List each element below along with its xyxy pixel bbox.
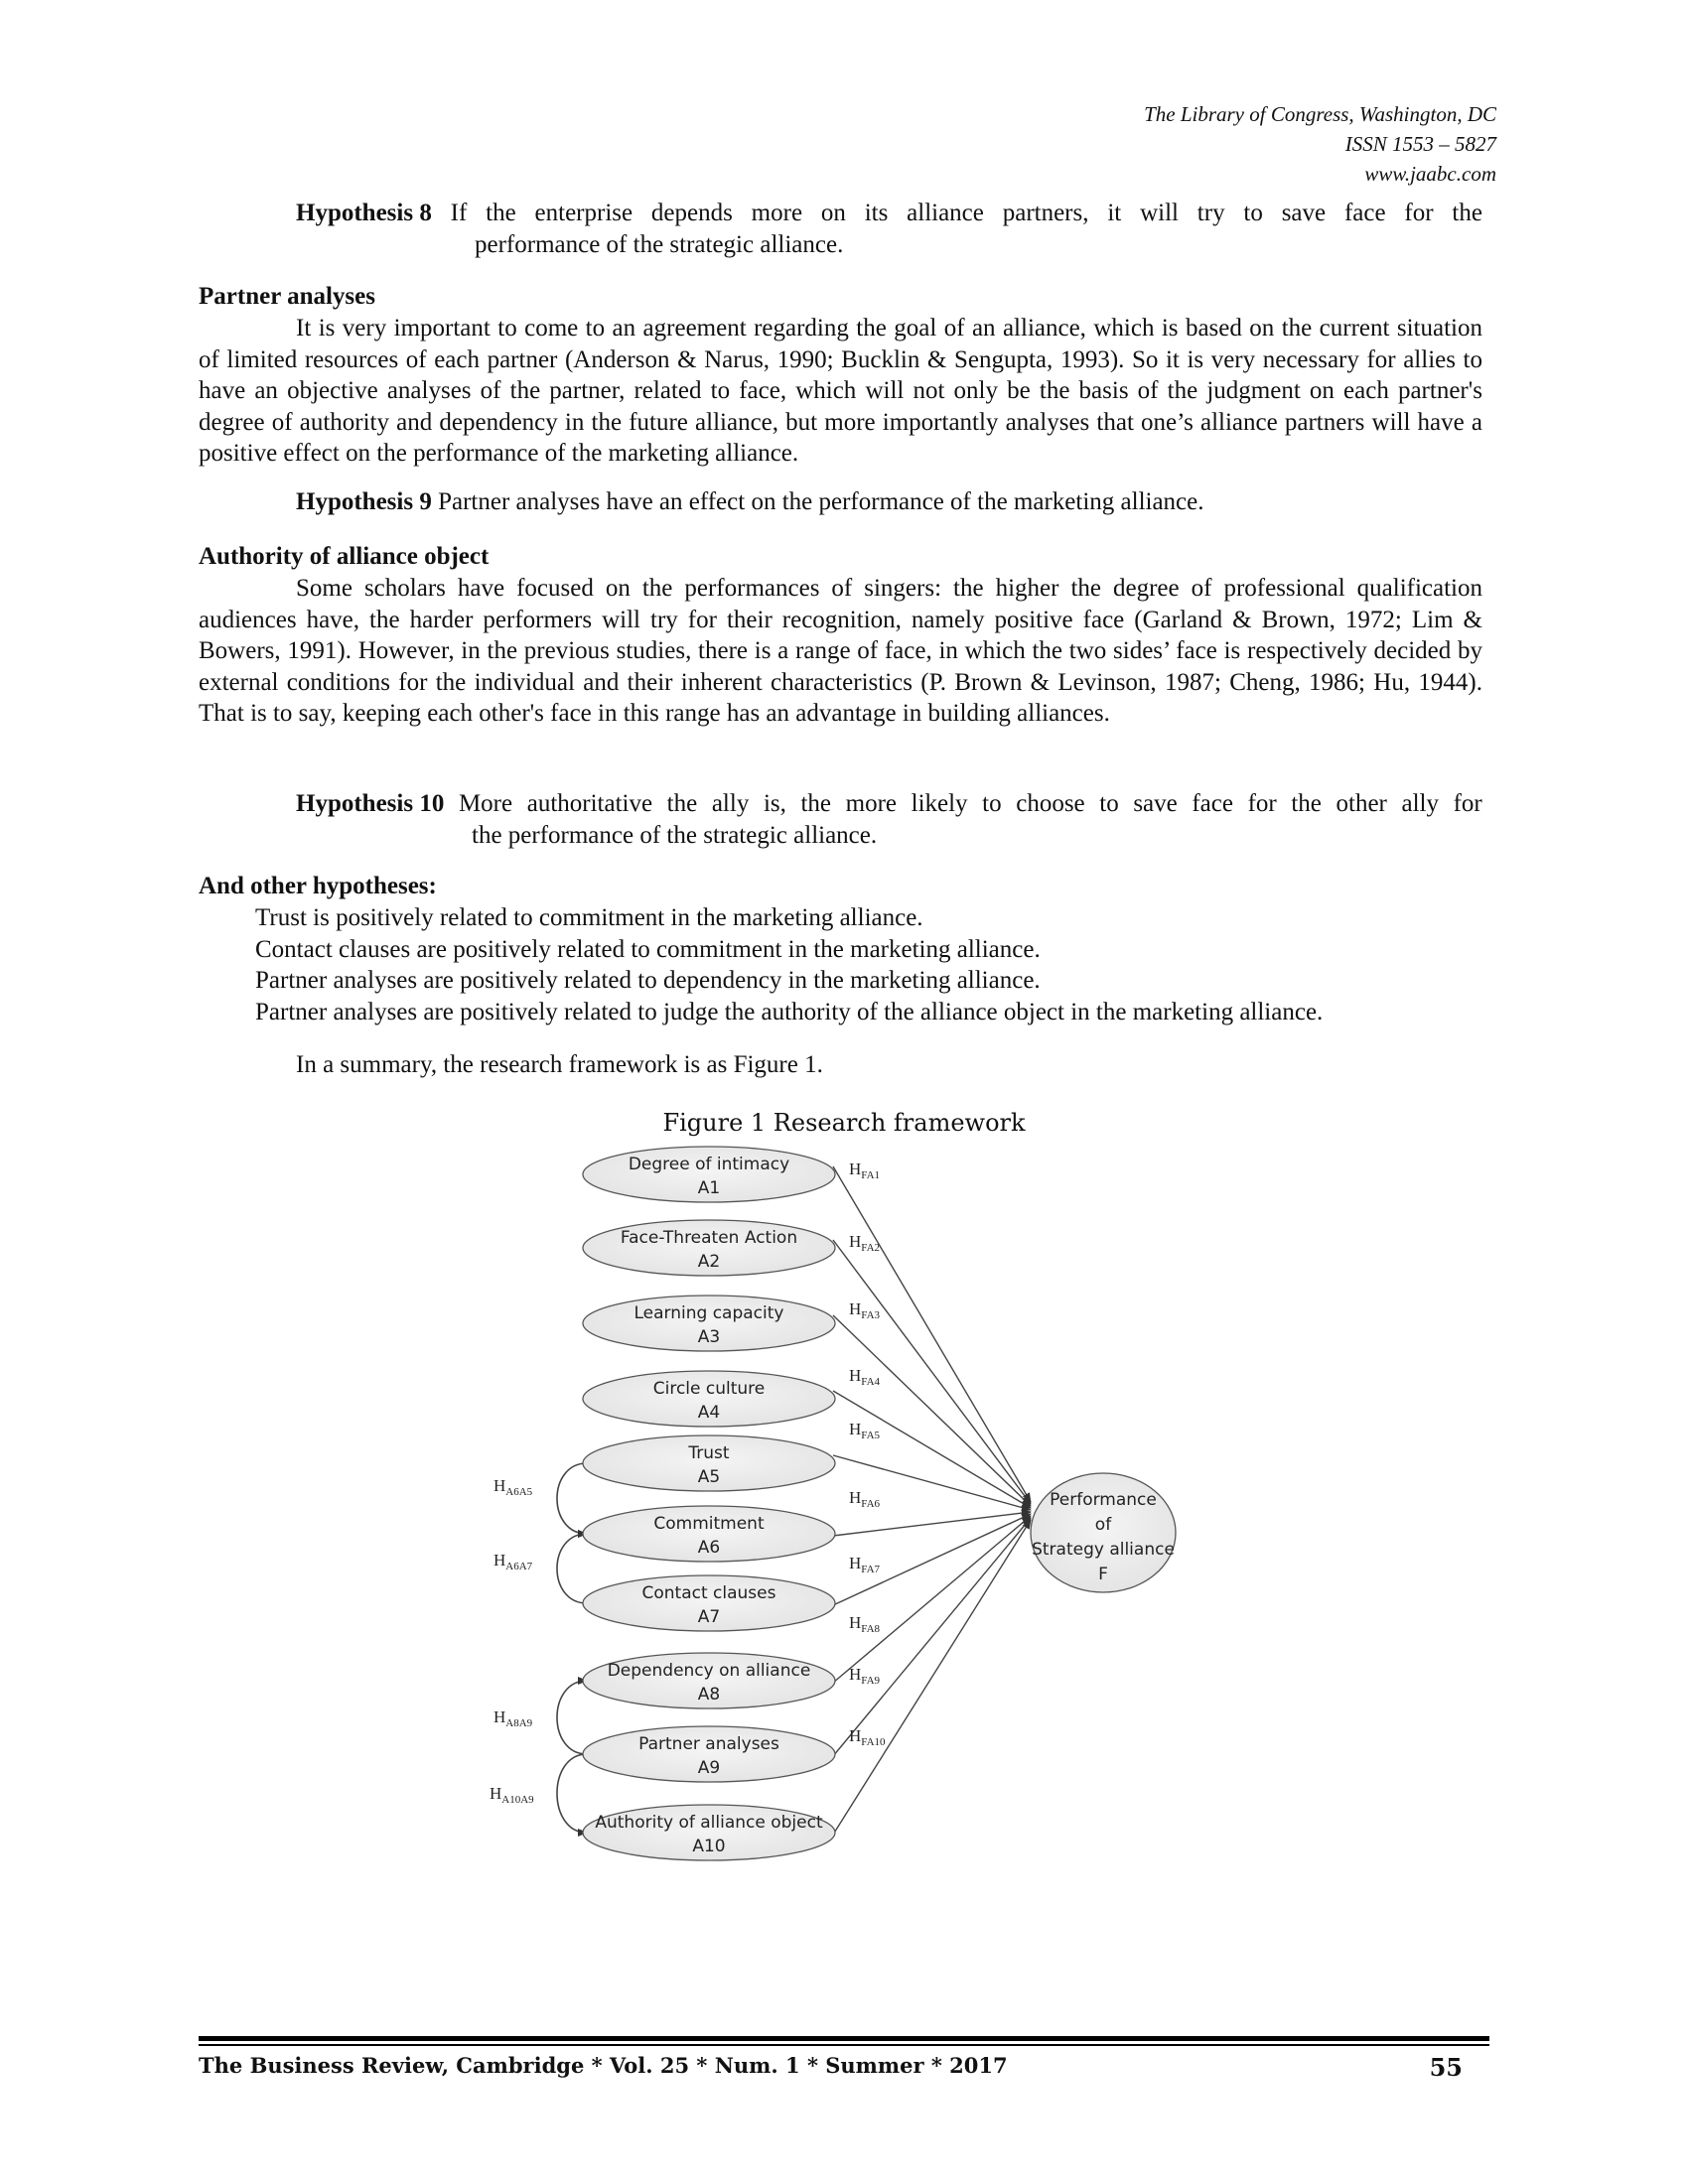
hypothesis-8-word: try [1196,200,1225,226]
hypothesis-path-arrow [833,1315,1031,1506]
path-label: $H_{FA7}$ [849,1554,881,1575]
construct-name: Authority of alliance object [595,1813,823,1833]
hypothesis-10-word: the [800,790,832,817]
hypothesis-path-arrow [833,1518,1031,1756]
correlation-label: $H_{A6A5}$ [493,1476,533,1498]
section-heading-authority: Authority of alliance object [199,543,490,570]
hypothesis-8-word: for [1404,200,1434,226]
hypothesis-8-word: depends [650,200,733,226]
path-label: $H_{FA1}$ [849,1160,881,1181]
correlation-label: $H_{A8A9}$ [493,1707,533,1729]
hypothesis-10-word: is, [763,790,786,817]
construct-code: A2 [697,1252,721,1272]
path-label: $H_{FA4}$ [849,1366,881,1388]
footer-rule-thin [199,2044,1489,2046]
partner-analyses-paragraph: It is very important to come to an agreement regarding the goal of an alliance, which is based on the current situation of limited resources of each partner (Anderson & Narus, 1990; Bucklin & Sengupta, 1993). So it is very necessary for allies to have an objective analyses of the partner, related to face, which will not only be the basis of the judgment on each partner's degree of authority and dependency in the future alliance, but more importantly analyses that one’s alliance partners will have a positive effect on the performance of the marketing alliance. [199,315,1482,467]
construct-name: Contact clauses [641,1583,776,1603]
hypothesis-path-arrow [833,1512,1031,1536]
construct-name: Learning capacity [633,1303,784,1323]
running-head-line1: The Library of Congress, Washington, DC [1144,102,1496,126]
hypothesis-8-word: more [751,200,803,226]
hypothesis-9-label: Hypothesis 9 [296,488,432,515]
hypothesis-10-word: More [458,790,513,817]
hypothesis-10-word: ally [711,790,750,817]
performance-node-label: of [1094,1515,1112,1535]
section-heading-other-hypotheses: And other hypotheses: [199,873,437,899]
hypothesis-8-word: save [1281,200,1327,226]
path-label: $H_{FA8}$ [849,1613,881,1635]
hypothesis-10-word: ally [1401,790,1439,817]
construct-code: A6 [697,1538,721,1558]
construct-code: A3 [697,1327,721,1347]
hypothesis-8-word: enterprise [534,200,633,226]
correlation-curve-arrow [557,1754,587,1833]
hypothesis-8-word: its [864,200,889,226]
path-label: $H_{FA2}$ [849,1232,881,1254]
construct-name: Circle culture [652,1379,766,1399]
running-head-line2: ISSN 1553 – 5827 [1344,132,1496,156]
performance-node-label: Performance [1050,1490,1157,1510]
hypothesis-8-word: the [486,200,516,226]
construct-code: A8 [697,1685,721,1705]
authority-paragraph: Some scholars have focused on the performances of singers: the higher the degree of professional qualification audiences have, the harder performers will try for their recognition, namely positive face (Garland & Brown, 1972; Lim & Bowers, 1991). However, in the previous studies, there is a range of face, in which the two sides’ face is respectively decided by external conditions for the individual and their inherent characteristics (P. Brown & Levinson, 1987; Cheng, 1986; Hu, 1944). That is to say, keeping each other's face in this range has an advantage in building alliances. [199,575,1482,727]
hypothesis-path-arrow [833,1166,1031,1502]
list-item: Trust is positively related to commitment in the marketing alliance. [255,904,923,931]
construct-name: Commitment [653,1514,765,1534]
correlation-curve-arrow [557,1681,587,1754]
path-label: $H_{FA6}$ [849,1488,881,1510]
construct-code: A9 [697,1758,721,1778]
hypothesis-10-word: to [982,790,1002,817]
construct-name: Dependency on alliance [607,1661,811,1681]
hypothesis-10-word: more [845,790,898,817]
hypothesis-10-word: for [1247,790,1277,817]
page-number: 55 [1429,2053,1463,2082]
correlation-curve-arrow [557,1534,587,1603]
performance-node-label: Strategy alliance [1032,1540,1175,1560]
hypothesis-path-arrow [833,1516,1031,1683]
hypothesis-10-label: Hypothesis 10 [296,790,445,817]
hypothesis-8-word: partners, [1002,200,1089,226]
hypothesis-8-word: alliance [907,200,984,226]
running-head-line3: www.jaabc.com [1364,162,1496,186]
hypothesis-10-word: authoritative [526,790,653,817]
correlation-label: $H_{A6A7}$ [493,1551,533,1572]
hypothesis-10-word: other [1336,790,1387,817]
footer-rule [199,2036,1489,2041]
construct-code: A7 [697,1607,721,1627]
construct-code: A4 [697,1403,721,1423]
list-item: Partner analyses are positively related to dependency in the marketing alliance. [255,967,1041,994]
hypothesis-8-word: If [450,200,468,226]
path-label: $H_{FA5}$ [849,1420,881,1441]
hypothesis-path-arrow [833,1240,1031,1504]
list-item: Contact clauses are positively related to commitment in the marketing alliance. [255,935,1041,963]
footer-journal: The Business Review, Cambridge * Vol. 25 * Num. 1 * Summer * 2017 [199,2053,1008,2078]
section-heading-partner-analyses: Partner analyses [199,283,375,310]
construct-name: Partner analyses [638,1734,779,1754]
hypothesis-10-word: for [1453,790,1482,817]
construct-code: A10 [692,1837,726,1856]
list-item: Partner analyses are positively related to judge the authority of the alliance object in the marketing alliance. [255,998,1324,1025]
path-label: $H_{FA3}$ [849,1299,881,1321]
construct-name: Face-Threaten Action [620,1228,798,1248]
figure-title: Figure 1 Research framework [662,1109,1026,1137]
hypothesis-10-word: the [666,790,698,817]
correlation-label: $H_{A10A9}$ [490,1784,534,1806]
path-label: $H_{FA9}$ [849,1665,881,1687]
hypothesis-10-line2: the performance of the strategic alliance. [472,821,878,849]
hypothesis-10-word: likely [911,790,968,817]
construct-code: A1 [697,1178,721,1198]
hypothesis-8-word: the [1452,200,1482,226]
construct-name: Degree of intimacy [628,1155,790,1174]
performance-node-label: F [1098,1565,1108,1584]
hypothesis-10-word: choose [1016,790,1085,817]
hypothesis-10-word: save [1133,790,1178,817]
construct-name: Trust [688,1443,730,1463]
hypothesis-8-word: will [1140,200,1179,226]
correlation-curve-arrow [557,1463,587,1534]
construct-code: A5 [697,1467,721,1487]
hypothesis-8-word: on [820,200,846,226]
hypothesis-8-word: face [1343,200,1386,226]
hypothesis-8-line2: performance of the strategic alliance. [475,230,844,258]
hypothesis-10-word: to [1099,790,1119,817]
path-label: $H_{FA10}$ [849,1726,886,1748]
hypothesis-10-word: face [1192,790,1233,817]
hypothesis-path-arrow [833,1391,1031,1508]
hypothesis-8-word: it [1107,200,1122,226]
hypothesis-8-word: to [1243,200,1263,226]
hypothesis-9-text: Partner analyses have an effect on the performance of the marketing alliance. [438,488,1204,515]
hypothesis-10-word: the [1291,790,1322,817]
hypothesis-8-label: Hypothesis 8 [296,200,432,226]
hypothesis-path-arrow [833,1514,1031,1605]
summary-sentence: In a summary, the research framework is as Figure 1. [296,1051,823,1078]
